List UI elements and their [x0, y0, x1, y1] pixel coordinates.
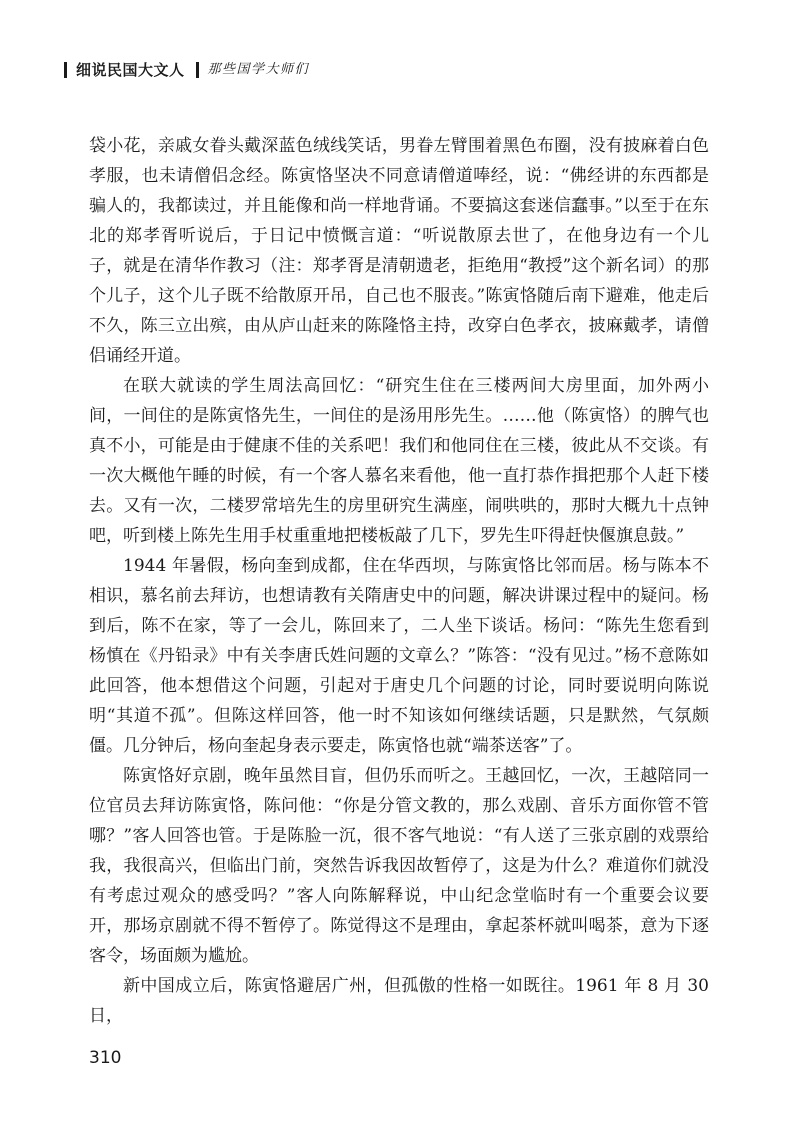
body-text [89, 131, 709, 1031]
page-number: 310 [89, 1048, 122, 1068]
paragraph: 袋小花，亲戚女眷头戴深蓝色绒线笑话，男眷左臂围着黑色布圈，没有披麻着白色孝服，也未请僧侣念经。陈寅恪坚决不同意请僧道唪经，说：“佛经讲的东西都是骗人的，我都读过，并且能像和尚一样地背诵。不要搞这套迷信蠢事。”以至于在东北的郑孝胥听说后，于日记中愤慨言道：“听说散原去世了，在他身边有一个儿子，就是在清华作教习（注：郑孝胥是清朝遗老，拒绝用“教授”这个新名词）的那个儿子，这个儿子既不给散原开吊，自己也不服丧。”陈寅恪随后南下避难，他走后不久，陈三立出殡，由从庐山赶来的陈隆恪主持，改穿白色孝衣，披麻戴孝，请僧侣诵经开道。 [89, 136, 709, 366]
running-header [64, 60, 309, 80]
paragraph: 在联大就读的学生周法高回忆：“研究生住在三楼两间大房里面，加外两小间，一间住的是陈寅恪先生，一间住的是汤用彤先生。……他（陈寅恪）的脾气也真不小，可能是由于健康不佳的关系吧！我们和他同住在三楼，彼此从不交谈。有一次大概他午睡的时候，有一个客人慕名来看他，他一直打恭作揖把那个人赶下楼去。又有一次，二楼罗常培先生的房里研究生满座，闹哄哄的，那时大概九十点钟吧，听到楼上陈先生用手杖重重地把楼板敲了几下，罗先生吓得赶快偃旗息鼓。” [89, 376, 709, 546]
header-divider [196, 62, 199, 78]
paragraph: 1944 年暑假，杨向奎到成都，住在华西坝，与陈寅恪比邻而居。杨与陈本不相识，慕名前去拜访，也想请教有关隋唐史中的问题，解决讲课过程中的疑问。杨到后，陈不在家，等了一会儿，陈回来了，二人坐下谈话。杨问：“陈先生您看到杨慎在《丹铅录》中有关李唐氏姓问题的文章么？”陈答：“没有见过。”杨不意陈如此回答，他本想借这个问题，引起对于唐史几个问题的讨论，同时要说明向陈说明“其道不孤”。但陈这样回答，他一时不知该如何继续话题，只是默然，气氛颇僵。几分钟后，杨向奎起身表示要走，陈寅恪也就“端茶送客”了。 [89, 556, 709, 756]
paragraph: 新中国成立后，陈寅恪避居广州，但孤傲的性格一如既往。1961 年 8 月 30 日， [89, 976, 709, 1026]
book-title: 细说民国大文人 [76, 61, 185, 79]
chapter-title: 那些国学大师们 [207, 62, 310, 77]
header-divider [64, 62, 67, 78]
paragraph: 陈寅恪好京剧，晚年虽然目盲，但仍乐而听之。王越回忆，一次，王越陪同一位官员去拜访陈寅恪，陈问他：“你是分管文教的，那么戏剧、音乐方面你管不管哪？”客人回答也管。于是陈脸一沉，很不客气地说：“有人送了三张京剧的戏票给我，我很高兴，但临出门前，突然告诉我因故暂停了，这是为什么？难道你们就没有考虑过观众的感受吗？”客人向陈解释说，中山纪念堂临时有一个重要会议要开，那场京剧就不得不暂停了。陈觉得这不是理由，拿起茶杯就叫喝茶，意为下逐客令，场面颇为尴尬。 [89, 766, 709, 966]
